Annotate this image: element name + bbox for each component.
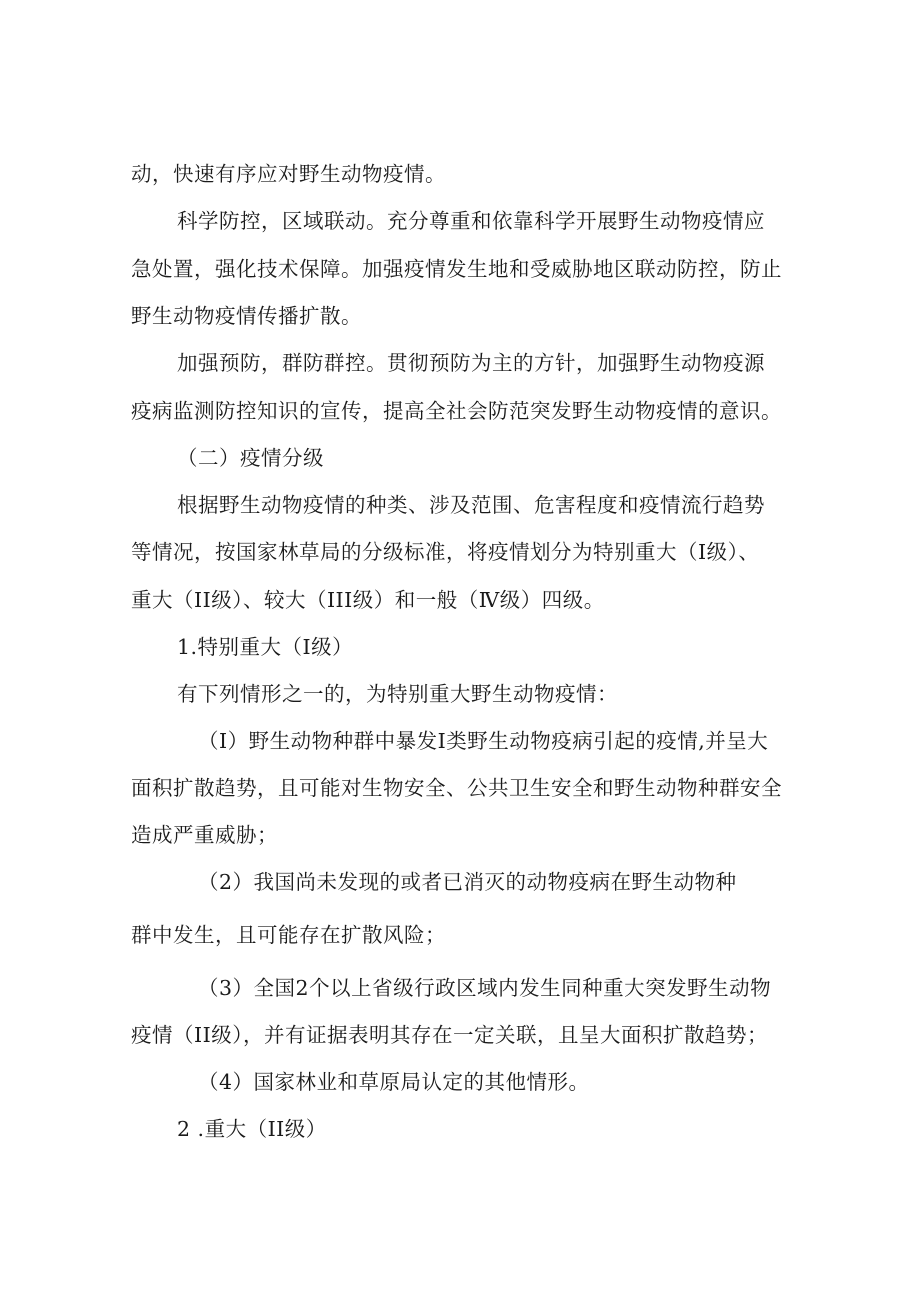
list-item-3-start: （3）全国2个以上省级行政区域内发生同种重大突发野生动物 — [198, 976, 772, 1000]
subheading-level-2: 2 .重大（II级） — [177, 1117, 327, 1141]
section-heading-epidemic-grading: （二）疫情分级 — [177, 446, 324, 470]
text-line: 面积扩散趋势，且可能对生物安全、公共卫生安全和野生动物种群安全 — [131, 776, 782, 800]
text-line: 疫病监测防控知识的宣传，提高全社会防范突发野生动物疫情的意识。 — [131, 399, 782, 423]
text-line: 动，快速有序应对野生动物疫情。 — [131, 162, 446, 186]
text-line: 疫情（II级），并有证据表明其存在一定关联，且呈大面积扩散趋势； — [131, 1023, 768, 1047]
text-line: 等情况，按国家林草局的分级标准，将疫情划分为特别重大（Ⅰ级）、 — [131, 540, 760, 564]
text-line: 重大（II级）、较大（III级）和一般（Ⅳ级）四级。 — [131, 588, 605, 612]
text-line: 野生动物疫情传播扩散。 — [131, 304, 362, 328]
subheading-level-1: 1.特别重大（Ⅰ级） — [177, 635, 354, 659]
paragraph-principle-prevention-start: 加强预防，群防群控。贯彻预防为主的方针，加强野生动物疫源 — [177, 351, 765, 375]
list-item-1-start: （I）野生动物种群中暴发Ⅰ类野生动物疫病引起的疫情,并呈大 — [198, 729, 769, 753]
paragraph-grading-start: 根据野生动物疫情的种类、涉及范围、危害程度和疫情流行趋势 — [177, 493, 765, 517]
list-item-2-start: （2）我国尚未发现的或者已消灭的动物疫病在野生动物种 — [198, 870, 737, 894]
paragraph-principle-science-start: 科学防控，区域联动。充分尊重和依靠科学开展野生动物疫情应 — [177, 209, 765, 233]
text-line: 群中发生，且可能存在扩散风险； — [131, 923, 446, 947]
paragraph-level-1-intro: 有下列情形之一的，为特别重大野生动物疫情： — [177, 682, 618, 706]
text-line: 造成严重威胁； — [131, 823, 278, 847]
list-item-4: （4）国家林业和草原局认定的其他情形。 — [198, 1070, 590, 1094]
text-line: 急处置，强化技术保障。加强疫情发生地和受威胁地区联动防控，防止 — [131, 257, 782, 281]
